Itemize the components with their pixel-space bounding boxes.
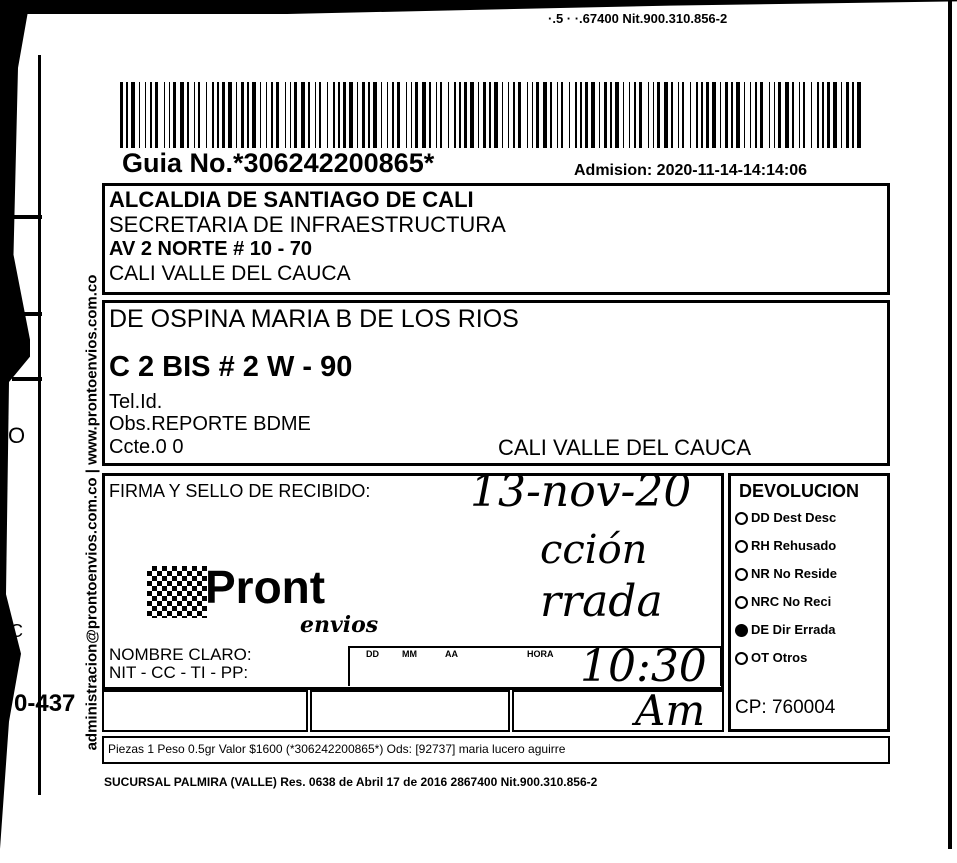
recipient-obs: Obs.REPORTE BDME (109, 413, 311, 435)
barcode-bar (532, 82, 533, 148)
recipient-box (102, 300, 890, 466)
barcode-bar (792, 82, 794, 148)
barcode-bar (550, 82, 552, 148)
barcode-bar (610, 82, 612, 148)
mm-label: MM (402, 649, 417, 659)
barcode-bar (212, 82, 214, 148)
recipient-city: CALI VALLE DEL CAUCA (498, 435, 752, 460)
barcode-bar (657, 82, 660, 148)
circle-icon (735, 652, 748, 665)
barcode-bar (701, 82, 703, 148)
barcode-bar (585, 82, 588, 148)
barcode-bar (731, 82, 733, 148)
barcode-bar (575, 82, 577, 148)
sender-line1: ALCALDIA DE SANTIAGO DE CALI (109, 187, 474, 212)
barcode-bar (319, 82, 321, 148)
barcode-bar (639, 82, 642, 148)
bottom-box-1 (102, 690, 308, 732)
barcode-bar (811, 82, 812, 148)
barcode-bar (483, 82, 486, 148)
vertical-contact-text: administracion@prontoenvios.com.co | www.prontoenvios.com.co (83, 274, 101, 751)
barcode-bar (260, 82, 261, 148)
barcode-bar (841, 82, 842, 148)
barcode-bar (290, 82, 291, 148)
barcode-bar (164, 82, 165, 148)
barcode-bar (343, 82, 346, 148)
barcode-bar (769, 82, 770, 148)
barcode-bar (357, 82, 358, 148)
barcode-bar (126, 82, 128, 148)
barcode-bar (271, 82, 273, 148)
cp-code: CP: 760004 (735, 697, 836, 718)
barcode-bar (696, 82, 698, 148)
barcode-bar (206, 82, 207, 148)
barcode (120, 82, 865, 148)
barcode-bar (803, 82, 805, 148)
hora-label: HORA (527, 649, 554, 659)
devolucion-option-label: RH Rehusado (751, 538, 837, 553)
barcode-bar (436, 82, 437, 148)
piezas-line: Piezas 1 Peso 0.5gr Valor $1600 (*306242200865*) Ods: [92737] maria lucero aguirre (108, 742, 566, 756)
barcode-bar (448, 82, 449, 148)
circle-icon (735, 568, 748, 581)
barcode-bar (489, 82, 491, 148)
barcode-bar (194, 82, 195, 148)
barcode-bar (470, 82, 474, 148)
barcode-bar (217, 82, 219, 148)
left-tick-1 (12, 215, 42, 219)
barcode-bar (155, 82, 158, 148)
left-tick-3 (12, 377, 42, 381)
signature-label: FIRMA Y SELLO DE RECIBIDO: (109, 481, 371, 501)
barcode-bar (634, 82, 636, 148)
barcode-bar (285, 82, 286, 148)
recipient-address: C 2 BIS # 2 W - 90 (109, 351, 353, 383)
devolucion-option-label: OT Otros (751, 650, 808, 665)
barcode-bar (145, 82, 146, 148)
barcode-bar (252, 82, 256, 148)
handwritten-line-a: cción (540, 527, 648, 573)
barcode-bar (406, 82, 407, 148)
barcode-bar (599, 82, 600, 148)
piezas-box (102, 736, 890, 764)
checked-circle-icon (735, 624, 748, 637)
barcode-bar (411, 82, 412, 148)
barcode-bar (139, 82, 140, 148)
recipient-tel: Tel.Id. (109, 391, 163, 413)
barcode-bar (301, 82, 305, 148)
barcode-bar (744, 82, 745, 148)
barcode-bar (518, 82, 521, 148)
pronto-logo-pattern (147, 566, 207, 618)
barcode-bar (712, 82, 716, 148)
nit-label: NIT - CC - TI - PP: (109, 663, 249, 682)
barcode-bar (591, 82, 595, 148)
sender-line4: CALI VALLE DEL CAUCA (109, 262, 351, 285)
barcode-bar (536, 82, 539, 148)
barcode-bar (222, 82, 225, 148)
handwritten-date: 13-nov-20 (470, 466, 692, 517)
barcode-bar (678, 82, 679, 148)
barcode-bar (120, 82, 123, 148)
handwritten-line-b: rrada (540, 576, 663, 627)
barcode-bar (615, 82, 619, 148)
barcode-bar (720, 82, 721, 148)
barcode-bar (785, 82, 789, 148)
barcode-bar (315, 82, 316, 148)
barcode-bar (464, 82, 467, 148)
barcode-bar (198, 82, 200, 148)
pronto-logo-sub: envios (300, 612, 379, 638)
barcode-bar (857, 82, 861, 148)
barcode-bar (569, 82, 570, 148)
barcode-bar (333, 82, 335, 148)
barcode-bar (827, 82, 830, 148)
barcode-bar (392, 82, 394, 148)
recipient-ccte: Ccte.0 0 (109, 436, 184, 458)
barcode-bar (513, 82, 515, 148)
devolucion-option-label: NR No Reside (751, 566, 837, 581)
barcode-bar (653, 82, 654, 148)
barcode-bar (561, 82, 563, 148)
barcode-bar (150, 82, 152, 148)
barcode-bar (169, 82, 170, 148)
circle-icon (735, 540, 748, 553)
barcode-bar (173, 82, 176, 148)
barcode-bar (557, 82, 558, 148)
barcode-bar (629, 82, 630, 148)
barcode-bar (440, 82, 442, 148)
barcode-bar (580, 82, 582, 148)
barcode-bar (846, 82, 849, 148)
barcode-bar (604, 82, 607, 148)
sender-line3: AV 2 NORTE # 10 - 70 (109, 238, 313, 260)
barcode-bar (755, 82, 757, 148)
top-nit: ·.5 · ·.67400 Nit.900.310.856-2 (548, 11, 728, 26)
barcode-bar (236, 82, 237, 148)
barcode-bar (664, 82, 668, 148)
barcode-bar (349, 82, 353, 148)
barcode-bar (180, 82, 184, 148)
barcode-bar (478, 82, 479, 148)
barcode-bar (648, 82, 649, 148)
barcode-bar (852, 82, 854, 148)
pronto-logo-text: Pront (205, 561, 326, 613)
left-frame-line (38, 55, 41, 795)
barcode-bar (266, 82, 267, 148)
barcode-bar (706, 82, 709, 148)
barcode-bar (494, 82, 498, 148)
barcode-bar (736, 82, 740, 148)
barcode-bar (502, 82, 503, 148)
left-circle-mark: O (8, 423, 26, 448)
barcode-bar (397, 82, 400, 148)
left-number-fragment: 0-437 (14, 690, 76, 717)
barcode-bar (228, 82, 232, 148)
barcode-bar (508, 82, 509, 148)
barcode-bar (760, 82, 763, 148)
barcode-bar (368, 82, 370, 148)
barcode-bar (362, 82, 365, 148)
left-c-mark: C (10, 621, 23, 641)
barcode-bar (833, 82, 837, 148)
devolucion-title: DEVOLUCION (739, 481, 860, 501)
sender-line2: SECRETARIA DE INFRAESTRUCTURA (109, 212, 506, 237)
barcode-bar (682, 82, 684, 148)
barcode-bar (750, 82, 751, 148)
dd-label: DD (366, 649, 379, 659)
barcode-bar (294, 82, 297, 148)
bottom-box-2 (310, 690, 510, 732)
barcode-bar (247, 82, 249, 148)
aa-label: AA (445, 649, 458, 659)
nombre-label: NOMBRE CLARO: (109, 645, 252, 664)
sucursal-line: SUCURSAL PALMIRA (VALLE) Res. 0638 de Abril 17 de 2016 2867400 Nit.900.310.856-2 (104, 775, 598, 789)
barcode-bar (817, 82, 819, 148)
devolucion-box (728, 473, 890, 732)
handwritten-ampm: Am (635, 686, 706, 735)
barcode-bar (131, 82, 135, 148)
barcode-bar (327, 82, 328, 148)
barcode-bar (725, 82, 728, 148)
barcode-bar (276, 82, 279, 148)
barcode-bar (308, 82, 310, 148)
barcode-bar (774, 82, 775, 148)
barcode-bar (429, 82, 431, 148)
guia-number: Guia No.*306242200865* (122, 148, 435, 178)
barcode-bar (381, 82, 382, 148)
circle-icon (735, 512, 748, 525)
barcode-bar (543, 82, 547, 148)
right-edge (948, 0, 952, 849)
barcode-bar (241, 82, 244, 148)
barcode-bar (338, 82, 340, 148)
barcode-bar (671, 82, 673, 148)
devolucion-option-label: NRC No Reci (751, 594, 832, 609)
devolucion-option-label: DD Dest Desc (751, 510, 837, 525)
barcode-bar (690, 82, 691, 148)
barcode-bar (623, 82, 624, 148)
barcode-bar (459, 82, 461, 148)
barcode-bar (778, 82, 781, 148)
scan-edge-top (0, 0, 957, 14)
barcode-bar (822, 82, 824, 148)
admision-date: Admision: 2020-11-14-14:14:06 (574, 162, 807, 179)
circle-icon (735, 596, 748, 609)
sender-box (102, 183, 890, 295)
barcode-bar (387, 82, 388, 148)
barcode-bar (373, 82, 377, 148)
handwritten-time: 10:30 (580, 641, 707, 692)
barcode-bar (187, 82, 189, 148)
devolucion-option-label: DE Dir Errada (751, 622, 836, 637)
recipient-name: DE OSPINA MARIA B DE LOS RIOS (109, 305, 519, 333)
barcode-bar (454, 82, 456, 148)
barcode-bar (799, 82, 800, 148)
barcode-bar (422, 82, 426, 148)
barcode-bar (415, 82, 418, 148)
left-tick-2 (12, 312, 42, 316)
barcode-bar (527, 82, 528, 148)
